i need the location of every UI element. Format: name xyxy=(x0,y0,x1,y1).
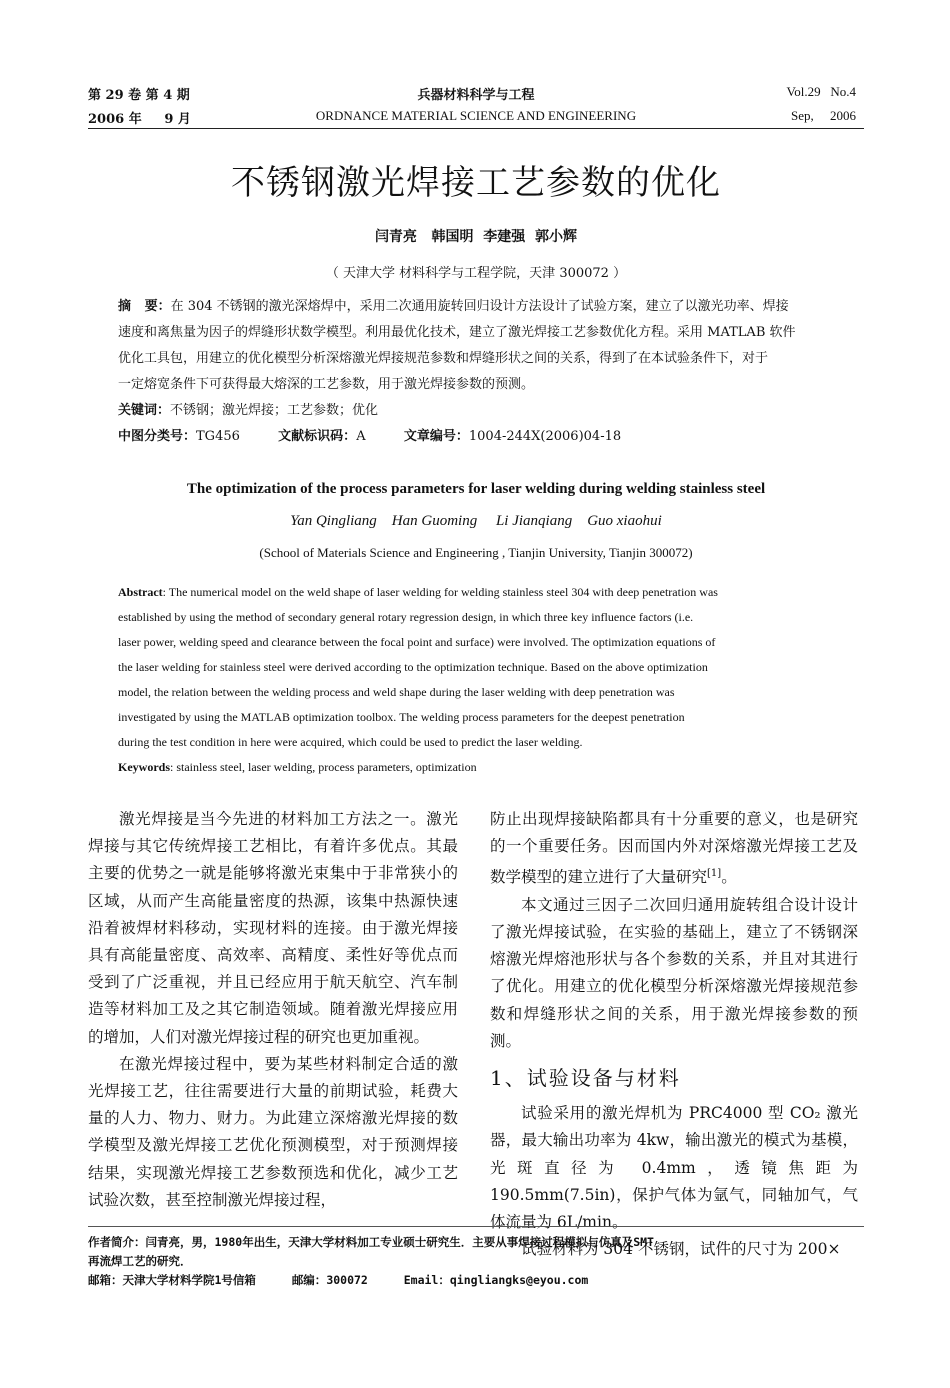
body-paragraph-end: 。 xyxy=(721,868,737,887)
body-paragraph: 在激光焊接过程中，要为某些材料制定合适的激光焊接工艺，往往需要进行大量的前期试验，耗费大量的人力、物力、财力。为此建立深熔激光焊接的数学模型及激光焊接工艺优化预测模型，对于预测焊接结果，实现激光焊接工艺参数预选和优化，减少工艺试验次数，甚至控制激光焊接过程， xyxy=(88,1054,458,1209)
keywords-cn-label: 关键词： xyxy=(118,403,171,418)
body-right-column xyxy=(490,806,858,1263)
doc-code-value: A xyxy=(356,429,366,444)
email-label: Email： xyxy=(403,1273,450,1287)
abstract-en-line: established by using the method of secondary general rotary regression design, in which three key influence factors (i.e. xyxy=(118,610,694,624)
doc-code-label: 文献标识码： xyxy=(278,429,357,444)
abstract-cn-line: 在 304 不锈钢的激光深熔焊中，采用二次通用旋转回归设计方法设计了试验方案，建立了以激光功率、焊接 xyxy=(170,299,789,314)
zip-label: 邮编： xyxy=(291,1273,327,1287)
footnote xyxy=(88,1233,654,1290)
footnote-author-bio-cont: 再流焊工艺的研究． xyxy=(88,1254,192,1268)
header-date-en: Sep, 2006 xyxy=(791,108,856,123)
abstract-en-line: model, the relation between the welding process and weld shape during the laser welding with deep penetration was xyxy=(118,685,675,699)
section-title: 1、试验设备与材料 xyxy=(490,1065,681,1090)
body-paragraph-text: 防止出现焊接缺陷都具有十分重要的意义，也是研究的一个重要任务。因而国内外对深熔激光焊接工艺及数学模型的建立进行了大量研究 xyxy=(490,810,858,887)
header-journal-cn: 兵器材料科学与工程 xyxy=(417,88,535,103)
body-paragraph: 本文通过三因子二次回归通用旋转组合设计设计了激光焊接试验，在实验的基础上，建立了不锈钢深熔激光焊熔池形状与各个参数的关系，并且对其进行了优化。用建立的优化模型分析深熔激光焊接规范参数和焊缝形状之间的关系，用于激光焊接参数的预测。 xyxy=(490,895,858,1050)
article-number-label: 文章编号： xyxy=(403,429,469,444)
footnote-rule xyxy=(88,1226,864,1227)
affiliation-en: (School of Materials Science and Engineering , Tianjin University, Tianjin 300072) xyxy=(259,545,693,560)
citation-ref: [1] xyxy=(707,868,722,880)
keywords-cn: 不锈钢；激光焊接；工艺参数；优化 xyxy=(170,403,379,418)
article-number-value: 1004-244X(2006)04-18 xyxy=(468,429,622,444)
abstract-cn xyxy=(118,294,838,450)
abstract-en-line: laser power, welding speed and clearance between the focal point and surface) were involved. The optimization equations of xyxy=(118,635,716,649)
abstract-en-line: investigated by using the MATLAB optimization toolbox. The welding process parameters for the deepest penetration xyxy=(118,710,685,724)
header-rule xyxy=(88,128,864,129)
keywords-en: : stainless steel, laser welding, process parameters, optimization xyxy=(170,760,477,774)
email-address: qingliangks@eyou.com xyxy=(449,1273,589,1287)
abstract-cn-line: 一定熔宽条件下可获得最大熔深的工艺参数，用于激光焊接参数的预测。 xyxy=(118,377,535,392)
abstract-cn-line: 速度和离焦量为因子的焊缝形状数学模型。利用最优化技术，建立了激光焊接工艺参数优化方程。采用 MATLAB 软件 xyxy=(118,325,796,340)
keywords-en-label: Keywords xyxy=(118,760,170,774)
clc-value: TG456 xyxy=(196,429,240,444)
abstract-en-line: the laser welding for stainless steel were derived according to the optimization technique. Based on the above optimization xyxy=(118,660,708,674)
mail-label: 邮箱： xyxy=(88,1273,123,1287)
body-paragraph xyxy=(490,806,858,892)
affiliation-cn: （ 天津大学 材料科学与工程学院，天津 300072 ） xyxy=(325,266,627,281)
mail-address: 天津大学材料学院1号信箱 xyxy=(122,1273,256,1287)
footnote-author-bio: 作者简介：闫青亮，男，1980年出生，天津大学材料加工专业硕士研究生．主要从事焊接过程模拟与仿真及SMT xyxy=(88,1235,654,1249)
zip-code: 300072 xyxy=(326,1273,368,1287)
paper-title-en: The optimization of the process parameters for laser welding during welding stainless steel xyxy=(186,481,766,497)
header-journal-en: ORDNANCE MATERIAL SCIENCE AND ENGINEERING xyxy=(315,108,637,123)
abstract-cn-label: 摘 要： xyxy=(118,299,171,314)
body-paragraph: 试验采用的激光焊机为 PRC4000 型 CO₂ 激光器，最大输出功率为 4kw，输出激光的模式为基模，光斑直径为 0.4mm，透镜焦距为 190.5mm(7.5in)，保护气体为氩气，同轴加气，气体流量为 6L/min。 xyxy=(490,1104,858,1231)
abstract-en-line: during the test condition in here were acquired, which could be used to predict the laser welding. xyxy=(118,735,583,749)
footnote-contact xyxy=(88,1271,654,1290)
authors-cn: 闫青亮 韩国明 李建强 郭小辉 xyxy=(374,229,578,245)
header-volume-issue-cn: 第 29 卷 第 4 期 xyxy=(88,88,190,103)
paper-title-cn: 不锈钢激光焊接工艺参数的优化 xyxy=(231,163,721,203)
authors-en: Yan Qingliang Han Guoming Li Jianqiang Guo xiaohui xyxy=(290,513,662,529)
header-date-cn: 2006 年 9 月 xyxy=(88,112,191,127)
body-left-column xyxy=(88,806,458,1214)
abstract-cn-line: 优化工具包，用建立的优化模型分析深熔激光焊接规范参数和焊缝形状之间的关系，得到了在本试验条件下，对于 xyxy=(118,351,769,366)
body-paragraph: 试验材料为 304 不锈钢，试件的尺寸为 200× xyxy=(521,1240,841,1259)
body-paragraph: 激光焊接是当今先进的材料加工方法之一。激光焊接与其它传统焊接工艺相比，有着许多优点。其最主要的优势之一就是能够将激光束集中于非常狭小的区域，从而产生高能量密度的热源，该集中热源快速沿着被焊材料移动，实现材料的连接。由于激光焊接具有高能量密度、高效率、高精度、柔性好等优点而受到了广泛重视，并且已经应用于航天航空、汽车制造等材料加工及之其它制造领域。随着激光焊接应用的增加，人们对激光焊接过程的研究也更加重视。 xyxy=(88,810,458,1046)
classification-line xyxy=(118,424,838,450)
clc-label: 中图分类号： xyxy=(118,429,197,444)
abstract-en-line: : The numerical model on the weld shape of laser welding for welding stainless steel 304 with deep penetration was xyxy=(162,585,718,599)
abstract-en-label: Abstract xyxy=(118,585,163,599)
abstract-en xyxy=(118,580,838,780)
header-volume-issue-en: Vol.29 No.4 xyxy=(786,84,856,99)
